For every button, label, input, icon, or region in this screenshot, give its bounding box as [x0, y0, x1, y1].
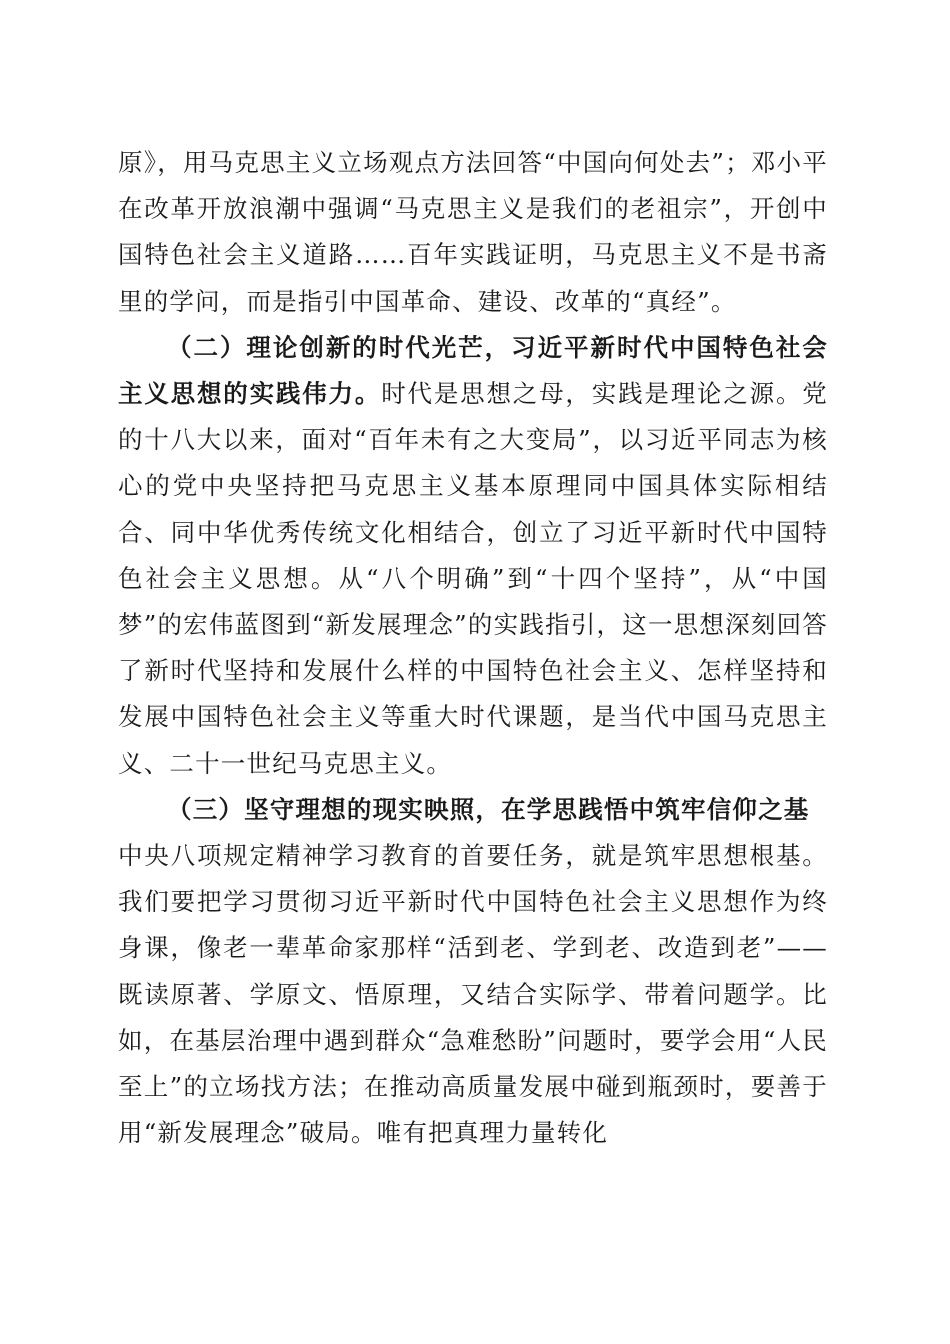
paragraph-3-text: 中央八项规定精神学习教育的首要任务，就是筑牢思想根基。我们要把学习贯彻习近平新时代中国特色社会主义思想作为终身课，像老一辈革命家那样“活到老、学到老、改造到老”——既读原著、学原文、悟原理，又结合实际学、带着问题学。比如，在基层治理中遇到群众“急难愁盼”问题时，要学会用“人民至上”的立场找方法；在推动高质量发展中碰到瓶颈时，要善于用“新发展理念”破局。唯有把真理力量转化 — [118, 841, 828, 1148]
paragraph-1-text: 原》，用马克思主义立场观点方法回答“中国向何处去”；邓小平在改革开放浪潮中强调“马克思主义是我们的老祖宗”，开创中国特色社会主义道路……百年实践证明，马克思主义不是书斋里的学问，而是指引中国革命、建设、改革的“真经”。 — [118, 148, 828, 316]
paragraph-2 — [118, 325, 828, 787]
paragraph-3 — [118, 833, 828, 1156]
paragraph-2-text: 时代是思想之母，实践是理论之源。党的十八大以来，面对“百年未有之大变局”，以习近平同志为核心的党中央坚持把马克思主义基本原理同中国具体实际相结合、同中华优秀传统文化相结合，创立了习近平新时代中国特色社会主义思想。从“八个明确”到“十四个坚持”，从“中国梦”的宏伟蓝图到“新发展理念”的实践指引，这一思想深刻回答了新时代坚持和发展什么样的中国特色社会主义、怎样坚持和发展中国特色社会主义等重大时代课题，是当代中国马克思主义、二十一世纪马克思主义。 — [118, 379, 829, 778]
section-2-heading: （二）理论创新的时代光芒，习近平新时代中国特色社会主义思想的实践伟力。 — [118, 332, 828, 409]
paragraph-3-heading-line — [118, 787, 828, 833]
paragraph-1 — [118, 140, 828, 325]
document-body — [118, 140, 828, 1156]
section-3-heading: （三）坚守理想的现实映照，在学思践悟中筑牢信仰之基 — [167, 794, 810, 824]
